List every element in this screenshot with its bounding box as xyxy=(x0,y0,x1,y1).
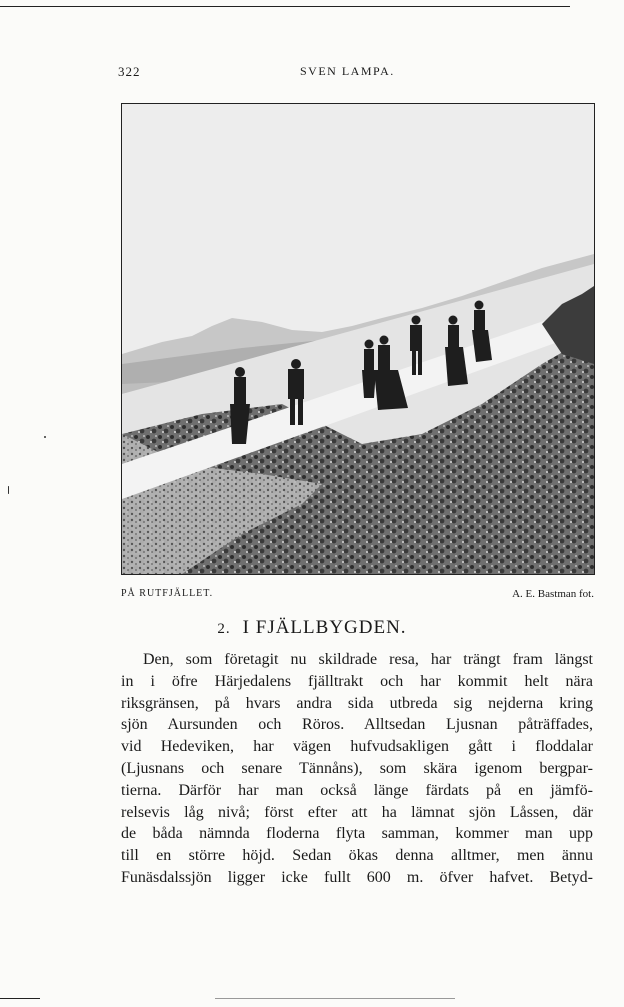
text-line: de båda nämnda floderna flyta samman, kommer man upp xyxy=(121,825,593,843)
section-heading xyxy=(0,617,624,639)
bottom-rule-left xyxy=(0,998,40,999)
page-number: 322 xyxy=(118,64,141,79)
text-line: (Ljusnans och senare Tännåns), som skära igenom bergpar- xyxy=(121,759,593,777)
text-line: sjön Aursunden och Röros. Alltsedan Ljusnan påträffades, xyxy=(121,716,593,734)
body-paragraph xyxy=(121,649,593,889)
margin-speck xyxy=(44,436,46,438)
margin-speck xyxy=(8,486,9,494)
figure-caption: PÅ RUTFJÄLLET. xyxy=(121,588,214,599)
mountain-hikers-photo xyxy=(122,104,594,574)
section-title: I FJÄLLBYGDEN. xyxy=(242,617,407,638)
photograph xyxy=(121,103,595,575)
text-line: Funäsdalssjön ligger icke fullt 600 m. öfver hafvet. Betyd- xyxy=(121,868,593,886)
text-line: tierna. Därför har man också länge färdats på en jämfö- xyxy=(121,781,593,799)
text-line: riksgränsen, på hvars andra sida utbreda sig nejderna kring xyxy=(121,694,593,712)
text-line: Den, som företagit nu skildrade resa, har trängt fram längst xyxy=(143,651,593,668)
text-line: vid Hedeviken, har vägen hufvudsakligen gått i floddalar xyxy=(121,738,593,756)
section-number: 2. xyxy=(217,621,231,637)
top-rule xyxy=(0,6,570,7)
text-line: in i öfre Härjedalens fjälltrakt och har kommit helt nära xyxy=(121,672,593,690)
text-line: till en större höjd. Sedan ökas denna alltmer, men ännu xyxy=(121,847,593,865)
bottom-rule-center xyxy=(215,998,455,999)
text-line: relsevis låg nivå; först efter att ha lämnat sjön Låssen, där xyxy=(121,803,593,821)
running-head: SVEN LAMPA. xyxy=(300,64,395,78)
photo-credit: A. E. Bastman fot. xyxy=(512,588,594,600)
